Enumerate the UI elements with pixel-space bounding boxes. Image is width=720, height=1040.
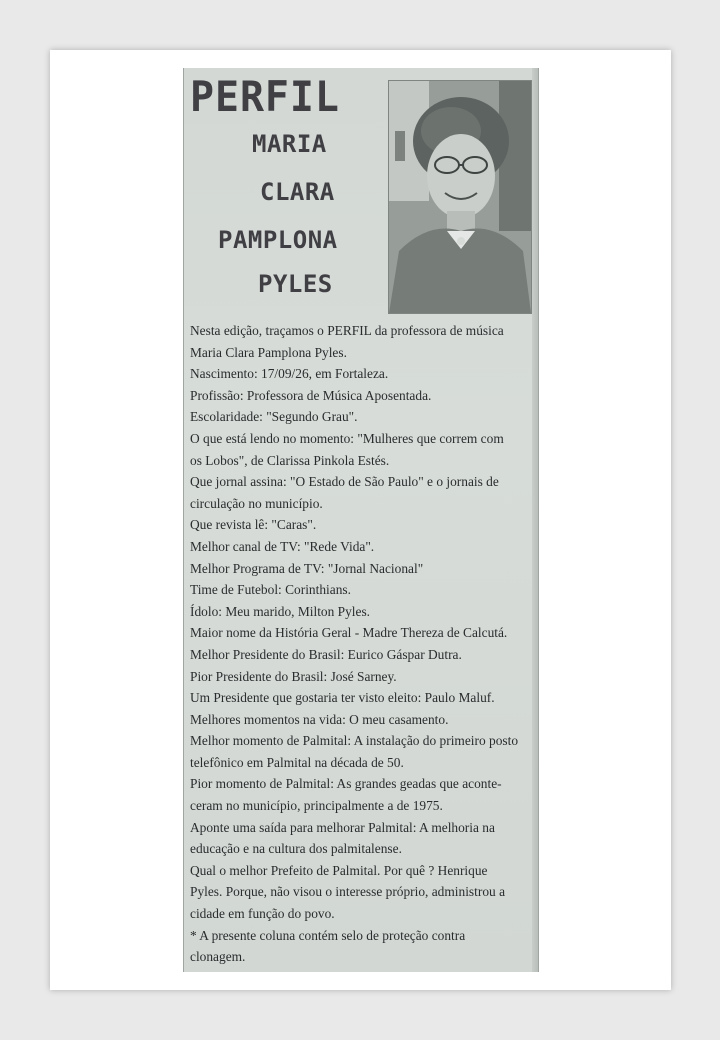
text-line: Melhor Presidente do Brasil: Eurico Gáspar Dutra.	[190, 646, 462, 662]
text-line: Pior Presidente do Brasil: José Sarney.	[190, 668, 397, 684]
text-line: Profissão: Professora de Música Aposentada.	[190, 387, 432, 403]
text-line: Nascimento: 17/09/26, em Fortaleza.	[190, 366, 389, 382]
text-line: O que está lendo no momento: "Mulheres que correm com	[190, 430, 504, 446]
text-line: Ídolo: Meu marido, Milton Pyles.	[190, 603, 371, 619]
text-line: ceram no município, principalmente a de 1975.	[190, 798, 443, 814]
text-line: Que revista lê: "Caras".	[190, 517, 317, 533]
text-line: Pior momento de Palmital: As grandes geadas que aconte-	[190, 776, 502, 792]
text-line: Melhor momento de Palmital: A instalação do primeiro posto	[190, 733, 519, 749]
text-line: circulação no município.	[190, 495, 323, 511]
text-line: cidade em função do povo.	[190, 906, 335, 922]
text-line: Maior nome da História Geral - Madre Thereza de Calcutá.	[190, 625, 508, 641]
text-line: Melhor canal de TV: "Rede Vida".	[190, 538, 375, 554]
text-line: Pyles. Porque, não visou o interesse próprio, administrou a	[190, 884, 506, 900]
text-line: Qual o melhor Prefeito de Palmital. Por quê ? Henrique	[190, 862, 488, 878]
text-line: Melhor Programa de TV: "Jornal Nacional"	[190, 560, 424, 576]
text-line: Melhores momentos na vida: O meu casamento.	[190, 711, 449, 727]
newspaper-clipping	[183, 68, 539, 972]
name-line-1: MARIA	[252, 130, 327, 158]
name-line-3: PAMPLONA	[218, 226, 338, 254]
text-line: Time de Futebol: Corinthians.	[190, 582, 351, 598]
profile-text	[190, 320, 534, 968]
text-line: educação e na cultura dos palmitalense.	[190, 841, 402, 857]
name-line-2: CLARA	[260, 178, 335, 206]
text-line: Nesta edição, traçamos o PERFIL da professora de música	[190, 323, 504, 338]
text-line: * A presente coluna contém selo de proteção contra	[190, 927, 466, 943]
text-line: os Lobos", de Clarissa Pinkola Estés.	[190, 452, 390, 468]
text-line: Um Presidente que gostaria ter visto eleito: Paulo Maluf.	[190, 690, 495, 706]
text-line: clonagem.	[190, 949, 246, 965]
text-line: Aponte uma saída para melhorar Palmital: A melhoria na	[190, 819, 495, 835]
text-line: Escolaridade: "Segundo Grau".	[190, 409, 358, 425]
portrait-photo	[388, 80, 532, 314]
text-line: Maria Clara Pamplona Pyles.	[190, 344, 347, 360]
text-line: telefônico em Palmital na década de 50.	[190, 754, 404, 770]
column-title: PERFIL	[190, 72, 340, 121]
name-line-4: PYLES	[258, 270, 333, 298]
profile-paragraph	[190, 320, 534, 968]
text-line: Que jornal assina: "O Estado de São Paulo" e o jornais de	[190, 474, 499, 490]
